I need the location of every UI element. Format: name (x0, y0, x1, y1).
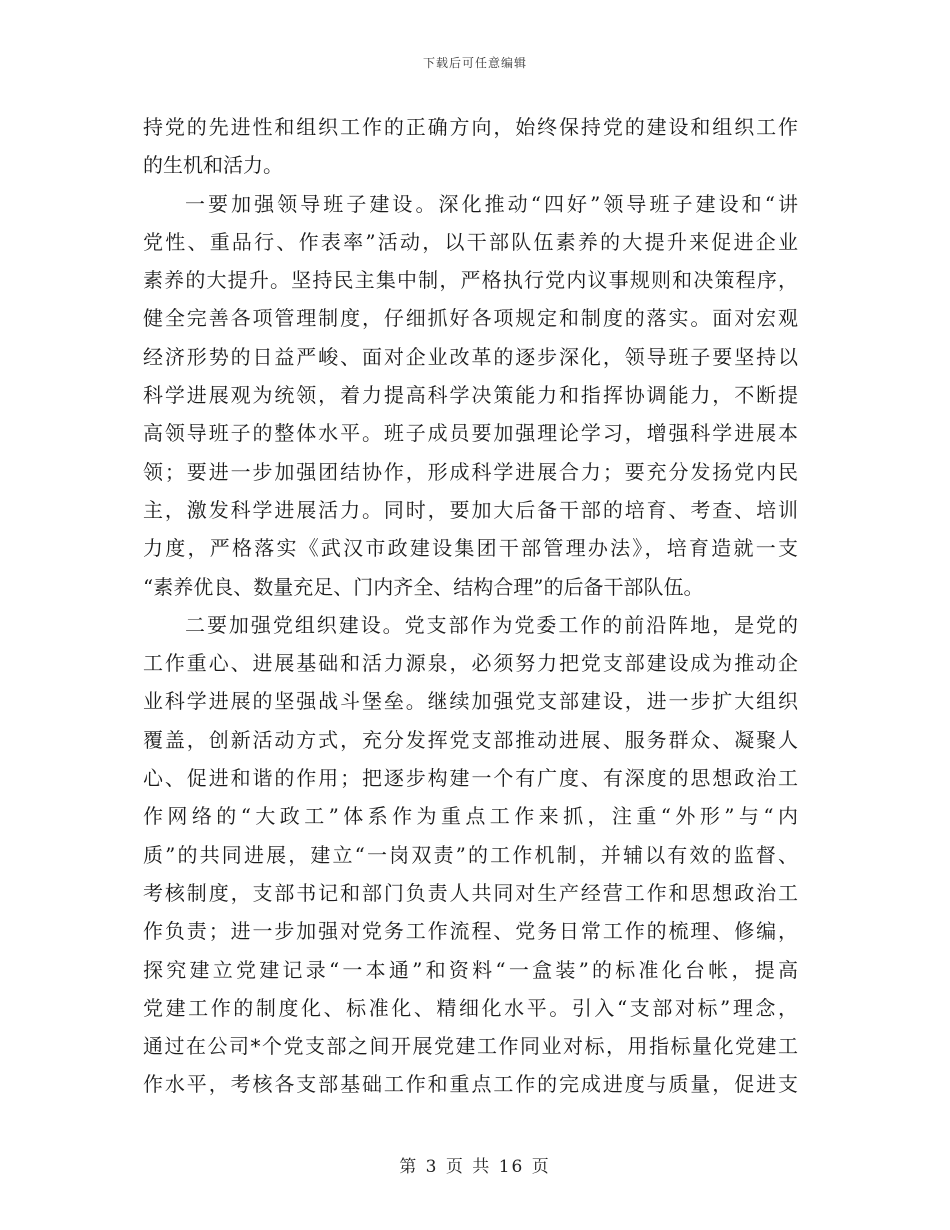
body-line: 作网络的“大政工”体系作为重点工作来抓，注重“外形”与“内 (143, 804, 798, 829)
body-line: 健全完善各项管理制度，仔细抓好各项规定和制度的落实。面对宏观 (143, 306, 798, 331)
body-line: 党性、重品行、作表率”活动，以干部队伍素养的大提升来促进企业 (143, 229, 798, 254)
body-line: 高领导班子的整体水平。班子成员要加强理论学习，增强科学进展本 (143, 421, 798, 446)
body-line: 考核制度，支部书记和部门负责人共同对生产经营工作和思想政治工 (143, 880, 798, 905)
body-line: 经济形势的日益严峻、面对企业改革的逐步深化，领导班子要坚持以 (143, 344, 798, 369)
body-line: 通过在公司*个党支部之间开展党建工作同业对标，用指标量化党建工 (143, 1034, 798, 1059)
body-line: 主，激发科学进展活力。同时，要加大后备干部的培育、考查、培训 (143, 497, 798, 522)
body-line: 素养的大提升。坚持民主集中制，严格执行党内议事规则和决策程序， (143, 268, 798, 293)
body-line: 心、促进和谐的作用；把逐步构建一个有广度、有深度的思想政治工 (143, 766, 798, 791)
body-line: 一要加强领导班子建设。深化推动“四好”领导班子建设和“讲 (185, 191, 798, 216)
body-line: 党建工作的制度化、标准化、精细化水平。引入“支部对标”理念， (143, 995, 798, 1020)
page-header: 下载后可任意编辑 (422, 56, 527, 70)
body-line: 探究建立党建记录“一本通”和资料“一盒装”的标准化台帐，提高 (143, 957, 798, 982)
body-line: 业科学进展的坚强战斗堡垒。继续加强党支部建设，进一步扩大组织 (143, 689, 798, 714)
body-line: 工作重心、进展基础和活力源泉，必须努力把党支部建设成为推动企 (143, 651, 798, 676)
body-line: “素养优良、数量充足、门内齐全、结构合理”的后备干部队伍。 (143, 574, 704, 599)
page-number: 第 3 页 共 16 页 (399, 1157, 551, 1177)
body-line: 领；要进一步加强团结协作，形成科学进展合力；要充分发扬党内民 (143, 459, 798, 484)
body-line: 作水平，考核各支部基础工作和重点工作的完成进度与质量，促进支 (143, 1072, 798, 1097)
body-line: 质”的共同进展，建立“一岗双责”的工作机制，并辅以有效的监督、 (143, 842, 798, 867)
body-line: 覆盖，创新活动方式，充分发挥党支部推动进展、服务群众、凝聚人 (143, 727, 798, 752)
body-line: 二要加强党组织建设。党支部作为党委工作的前沿阵地，是党的 (185, 612, 798, 637)
body-line: 力度，严格落实《武汉市政建设集团干部管理办法》，培育造就一支 (143, 536, 798, 561)
body-line: 持党的先进性和组织工作的正确方向，始终保持党的建设和组织工作 (143, 115, 798, 139)
body-line: 作负责；进一步加强对党务工作流程、党务日常工作的梳理、修编， (143, 919, 798, 944)
body-line: 科学进展观为统领，着力提高科学决策能力和指挥协调能力，不断提 (143, 383, 798, 408)
body-line: 的生机和活力。 (143, 153, 283, 178)
document-body (143, 108, 798, 1104)
